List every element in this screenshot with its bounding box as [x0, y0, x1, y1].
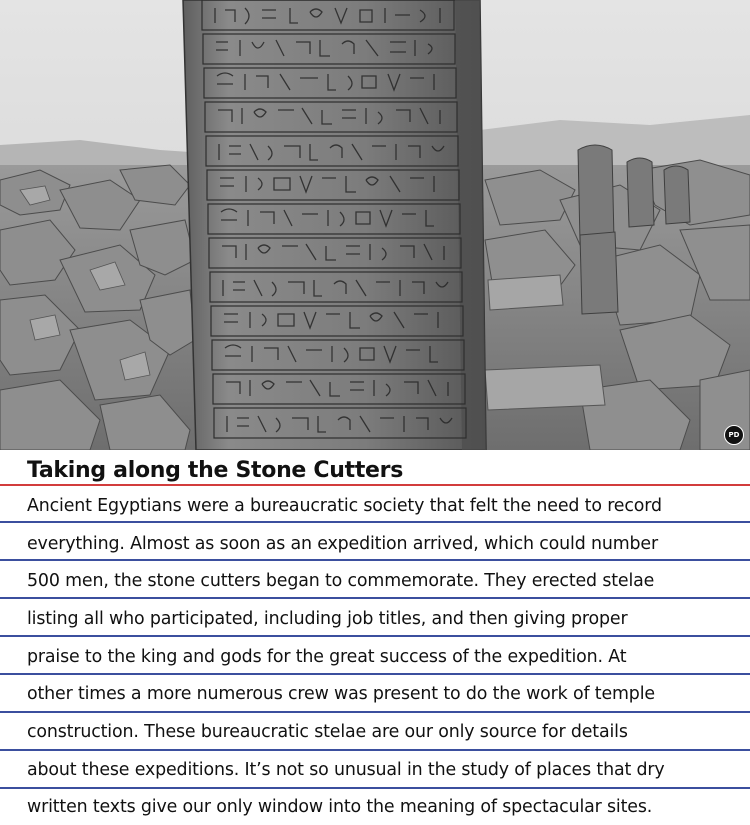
body-line: about these expeditions. It’s not so unusual in the study of places that dry — [27, 760, 665, 780]
body-line: written texts give our only window into the meaning of spectacular sites. — [27, 797, 653, 817]
ruled-line — [0, 711, 750, 713]
lined-text-area — [0, 450, 750, 825]
ruled-line — [0, 749, 750, 751]
body-line: 500 men, the stone cutters began to commemorate. They erected stelae — [27, 571, 655, 591]
body-line: everything. Almost as soon as an expedition arrived, which could number — [27, 534, 658, 554]
main-stela — [183, 0, 486, 450]
ruled-line — [0, 597, 750, 599]
body-line: listing all who participated, including job titles, and then giving proper — [27, 609, 628, 629]
ruled-line — [0, 787, 750, 789]
heading-rule — [0, 484, 750, 486]
body-line: Ancient Egyptians were a bureaucratic society that felt the need to record — [27, 496, 662, 516]
section-heading: Taking along the Stone Cutters — [27, 458, 404, 483]
ruled-line — [0, 635, 750, 637]
body-line: other times a more numerous crew was present to do the work of temple — [27, 684, 655, 704]
ruled-line — [0, 559, 750, 561]
body-line: praise to the king and gods for the great success of the expedition. At — [27, 647, 627, 667]
ruled-line — [0, 521, 750, 523]
body-line: construction. These bureaucratic stelae are our only source for details — [27, 722, 628, 742]
ruled-line — [0, 673, 750, 675]
public-domain-badge: PD — [724, 425, 744, 445]
